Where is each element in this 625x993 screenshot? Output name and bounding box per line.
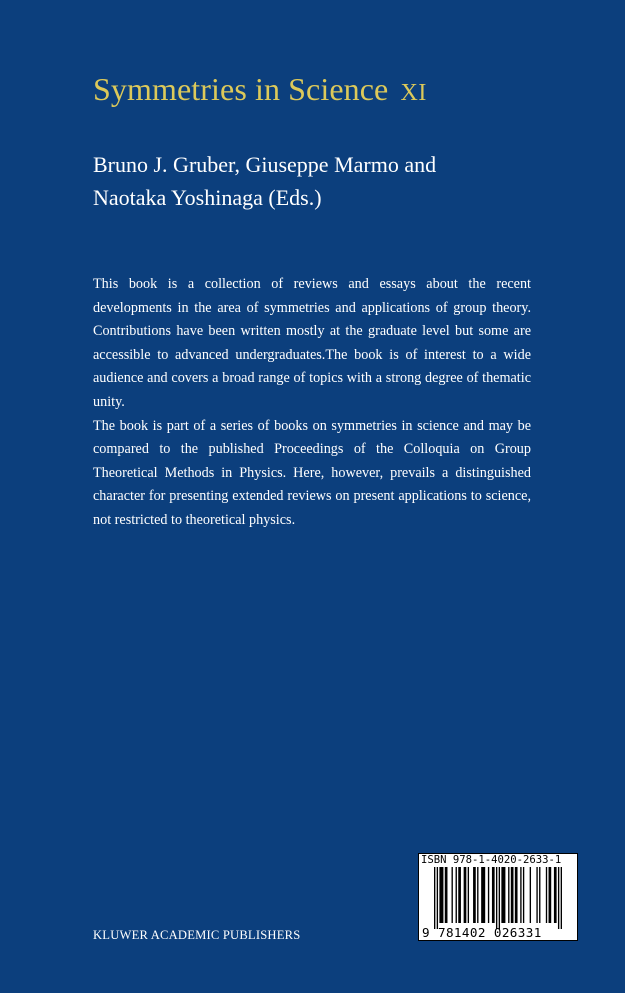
- barcode-bar-4: [452, 867, 453, 923]
- barcode-bar-19: [515, 867, 518, 923]
- book-title-volume: XI: [400, 80, 427, 106]
- barcode-bar-20: [520, 867, 521, 923]
- editors: [93, 148, 563, 214]
- barcode-bar-14: [496, 867, 497, 929]
- barcode-bar-9: [473, 867, 476, 923]
- barcode-bar-27: [554, 867, 557, 923]
- barcode-bar-28: [558, 867, 559, 929]
- barcode-bar-26: [549, 867, 552, 923]
- barcode-box: [418, 853, 578, 941]
- description-paragraph-1: This book is a collection of reviews and essays about the recent developments in the area of symmetries and applications of group theory. Contributions have been written mostly at the graduate level but some are accessible to advanced undergraduates.The book is of interest to a wide audience and covers a broad range of topics with a strong degree of thematic unity.: [93, 276, 531, 410]
- barcode-bar-22: [530, 867, 531, 923]
- barcode-digits: 9 781402 026331: [422, 925, 542, 940]
- barcode-bar-13: [492, 867, 495, 923]
- barcode-bar-21: [523, 867, 524, 923]
- barcode-bar-16: [501, 867, 505, 923]
- barcode-bar-3: [445, 867, 448, 923]
- description-paragraph-2: The book is part of a series of books on symmetries in science and may be compared to the published Proceedings of the Colloquia on Group Theoretical Methods in Physics. Here, however, prevails a distinguished character for presenting extended reviews on present applications to science, not restricted to theoretical physics.: [93, 417, 531, 528]
- isbn-label: ISBN 978-1-4020-2633-1: [421, 854, 562, 866]
- editors-line-1: Bruno J. Gruber, Giuseppe Marmo and: [93, 152, 437, 177]
- book-title-main: Symmetries in Science: [93, 71, 389, 107]
- barcode-bar-18: [511, 867, 514, 923]
- barcode-bar-12: [488, 867, 489, 923]
- barcode-bar-8: [468, 867, 469, 923]
- barcode-bar-5: [456, 867, 457, 923]
- barcode-bar-0: [434, 867, 435, 929]
- barcode-bar-1: [437, 867, 438, 929]
- description: [93, 273, 531, 533]
- barcode-bar-6: [458, 867, 461, 923]
- barcode: [434, 867, 562, 929]
- barcode-bar-17: [508, 867, 509, 923]
- barcode-bar-10: [477, 867, 478, 923]
- barcode-bar-23: [536, 867, 537, 923]
- barcode-bar-29: [561, 867, 562, 929]
- publisher-name: KLUWER ACADEMIC PUBLISHERS: [93, 928, 301, 942]
- barcode-bar-11: [481, 867, 485, 923]
- editors-line-2: Naotaka Yoshinaga (Eds.): [93, 185, 322, 210]
- barcode-bar-25: [546, 867, 547, 923]
- barcode-bar-2: [439, 867, 443, 923]
- book-title: [93, 70, 427, 112]
- barcode-bar-24: [539, 867, 540, 923]
- barcode-bar-7: [464, 867, 467, 923]
- barcode-bar-15: [499, 867, 500, 929]
